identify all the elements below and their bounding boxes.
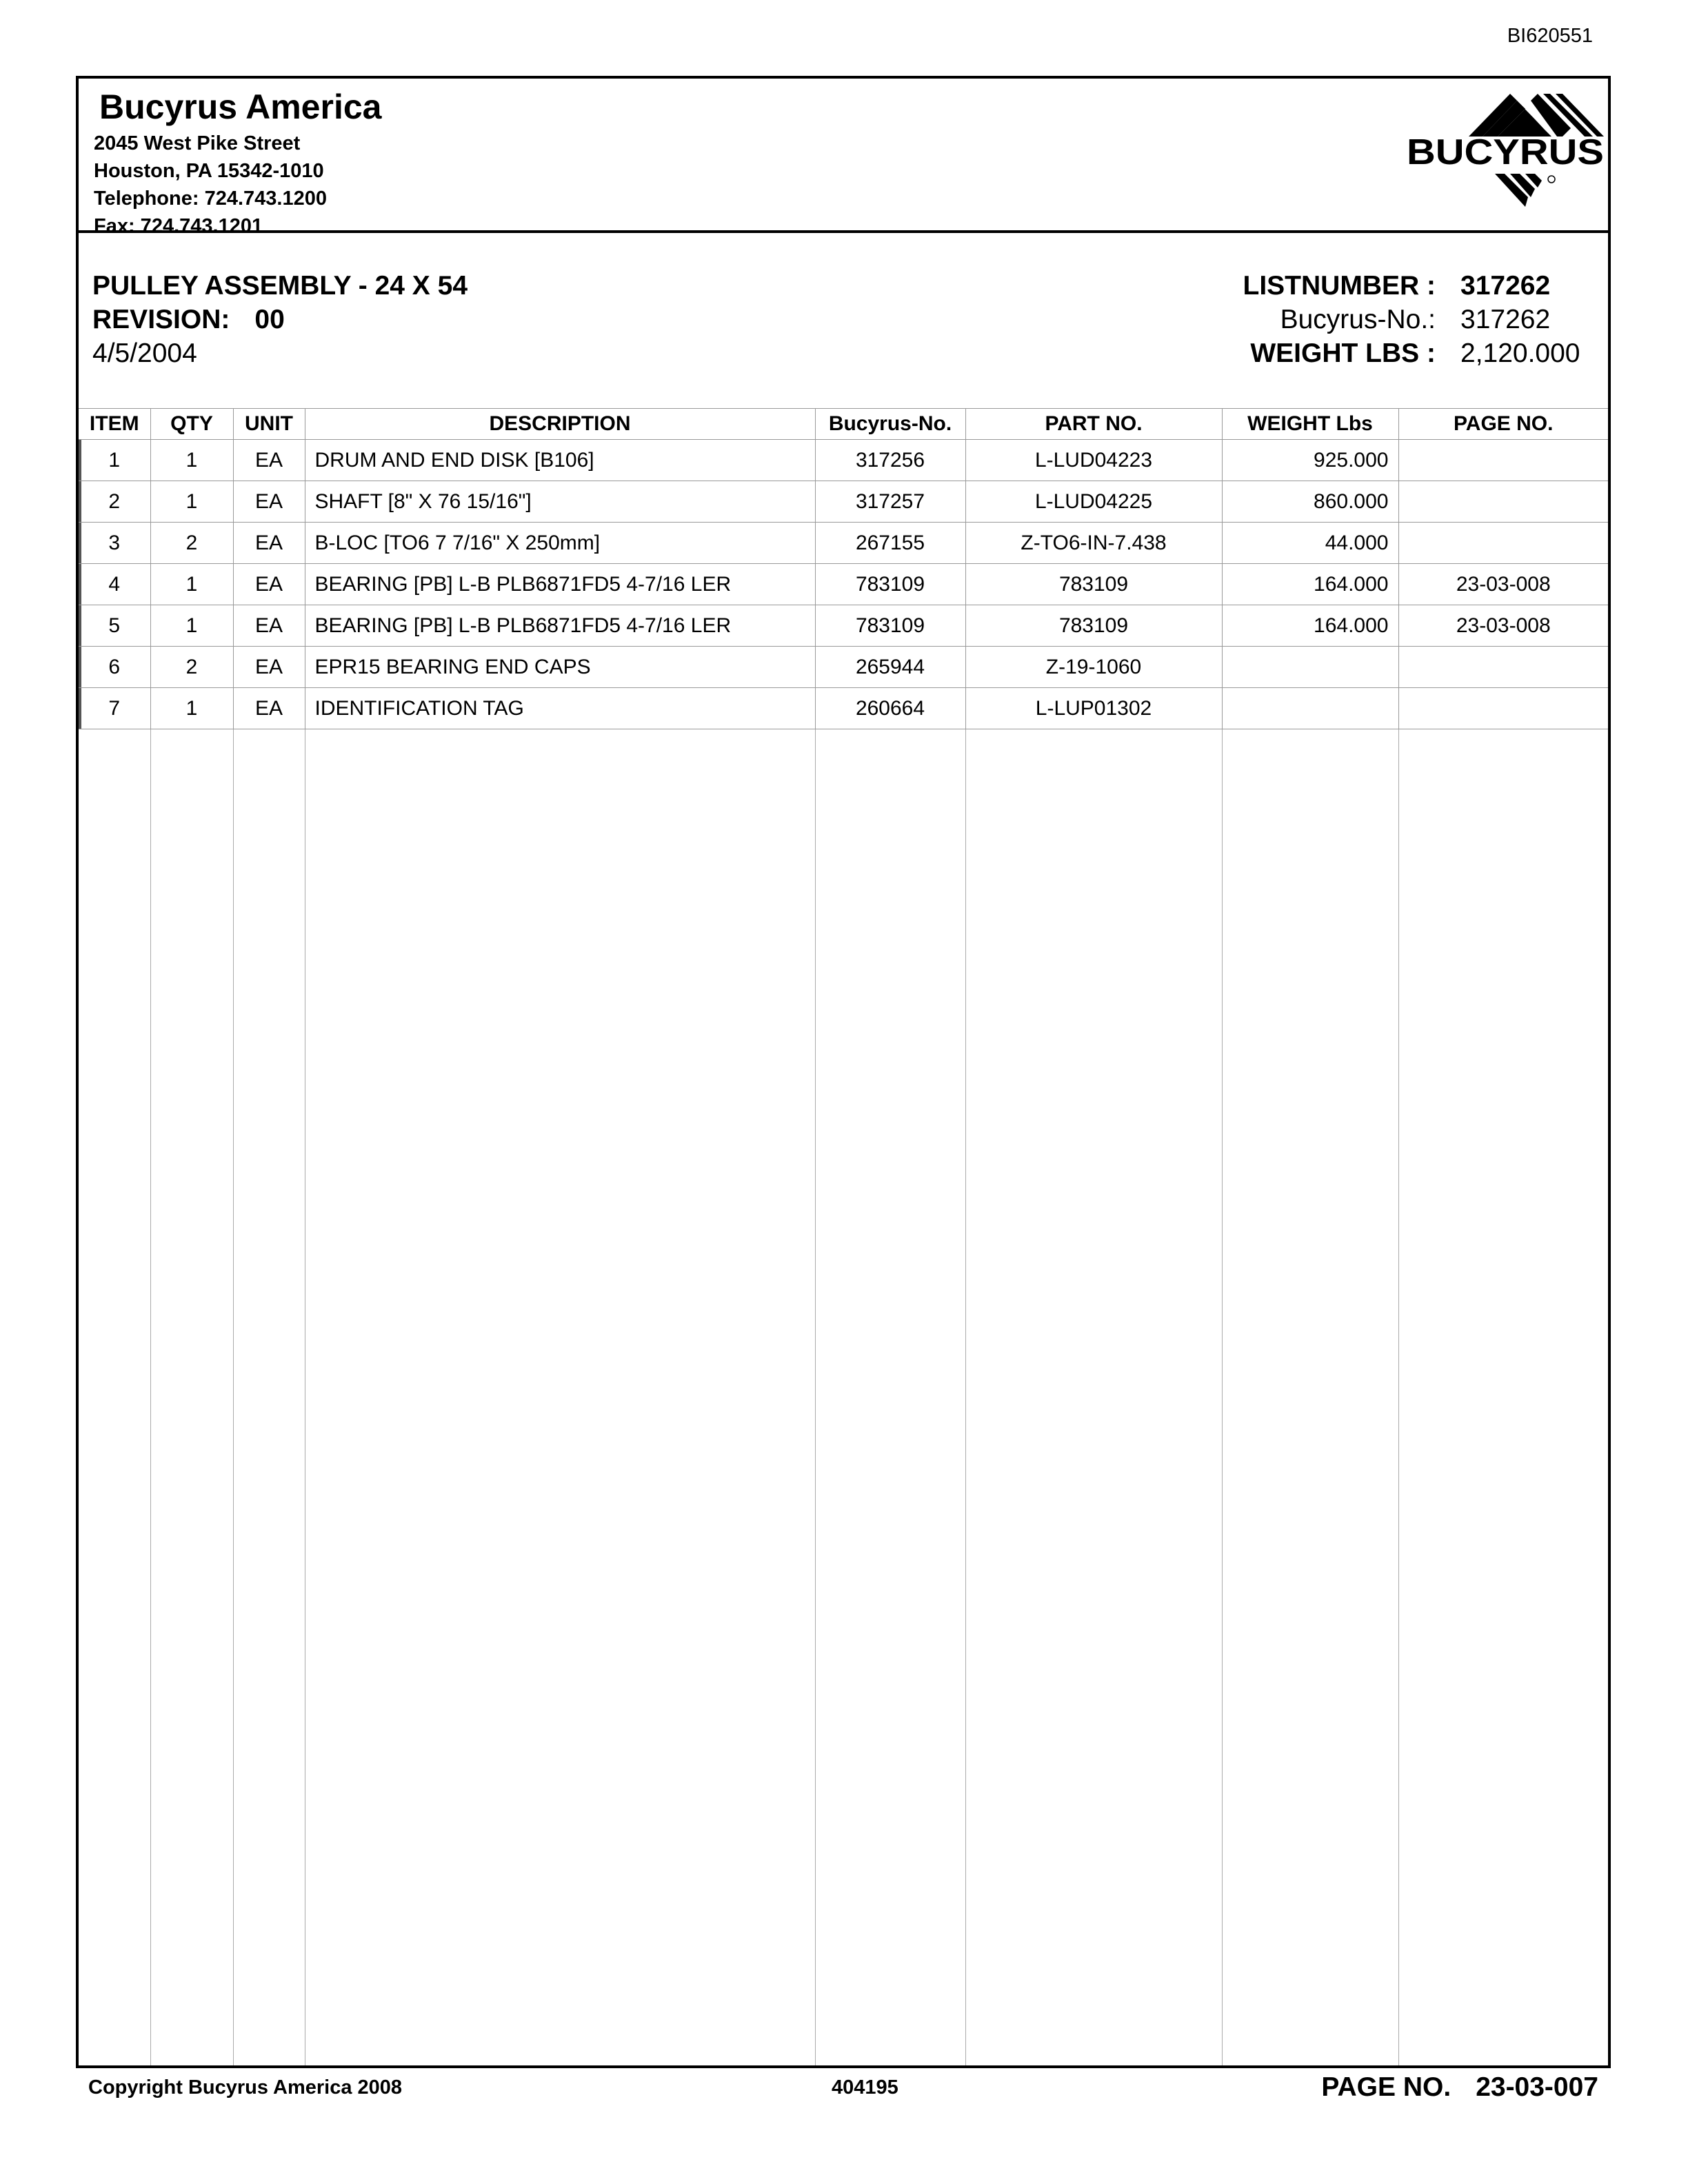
cell-bucyrus-no: 783109	[815, 605, 965, 647]
cell-qty: 2	[150, 647, 233, 688]
listnumber-value: 317262	[1460, 271, 1551, 301]
company-name: Bucyrus America	[99, 88, 382, 126]
cell-part-no: L-LUP01302	[965, 688, 1222, 729]
revision-line	[92, 303, 468, 336]
cell-part-no: Z-19-1060	[965, 647, 1222, 688]
cell-page-no	[1398, 647, 1608, 688]
company-block	[94, 84, 381, 240]
cell-item: 7	[79, 688, 150, 729]
header-divider	[79, 230, 1608, 233]
cell-bucyrus-no: 317256	[815, 440, 965, 481]
cell-weight	[1222, 647, 1398, 688]
revision-label: REVISION:	[92, 305, 230, 334]
header-unit: UNIT	[233, 409, 305, 440]
cell-unit: EA	[233, 688, 305, 729]
assembly-title-block	[92, 269, 468, 370]
cell-part-no: L-LUD04223	[965, 440, 1222, 481]
cell-item: 5	[79, 605, 150, 647]
cell-part-no: 783109	[965, 605, 1222, 647]
table-header-row	[79, 409, 1608, 440]
header-part-no: PART NO.	[965, 409, 1222, 440]
parts-table-wrap	[79, 408, 1608, 2065]
document-id: BI620551	[1507, 25, 1593, 47]
cell-qty: 1	[150, 564, 233, 605]
cell-bucyrus-no: 265944	[815, 647, 965, 688]
cell-page-no	[1398, 440, 1608, 481]
cell-qty: 1	[150, 605, 233, 647]
cell-qty: 1	[150, 440, 233, 481]
cell-bucyrus-no: 317257	[815, 481, 965, 523]
revision-value: 00	[254, 305, 285, 334]
copyright-text: Copyright Bucyrus America 2008	[88, 2076, 403, 2099]
cell-part-no: 783109	[965, 564, 1222, 605]
listnumber-label: LISTNUMBER :	[1243, 271, 1436, 301]
cell-unit: EA	[233, 564, 305, 605]
listnumber-row	[1243, 269, 1596, 303]
assembly-title: PULLEY ASSEMBLY - 24 X 54	[92, 271, 468, 301]
cell-page-no	[1398, 481, 1608, 523]
cell-qty: 1	[150, 481, 233, 523]
address-telephone: Telephone: 724.743.1200	[94, 188, 327, 210]
table-row	[79, 647, 1608, 688]
table-row	[79, 440, 1608, 481]
header-bucyrus-no: Bucyrus-No.	[815, 409, 965, 440]
cell-item: 1	[79, 440, 150, 481]
cell-part-no: L-LUD04225	[965, 481, 1222, 523]
cell-weight: 925.000	[1222, 440, 1398, 481]
cell-unit: EA	[233, 481, 305, 523]
header-page-no: PAGE NO.	[1398, 409, 1608, 440]
cell-item: 3	[79, 523, 150, 564]
cell-unit: EA	[233, 523, 305, 564]
header-weight: WEIGHT Lbs	[1222, 409, 1398, 440]
cell-item: 2	[79, 481, 150, 523]
address-city: Houston, PA 15342-1010	[94, 160, 324, 182]
bucyrus-logo	[1407, 94, 1604, 225]
cell-description: BEARING [PB] L-B PLB6871FD5 4-7/16 LER	[305, 605, 815, 647]
cell-weight: 164.000	[1222, 605, 1398, 647]
table-row	[79, 523, 1608, 564]
cell-bucyrus-no: 783109	[815, 564, 965, 605]
cell-unit: EA	[233, 605, 305, 647]
cell-item: 4	[79, 564, 150, 605]
assembly-date: 4/5/2004	[92, 338, 197, 368]
logo-text: BUCYRUS	[1407, 132, 1604, 172]
cell-weight	[1222, 688, 1398, 729]
assembly-info-block	[1243, 269, 1596, 370]
cell-page-no	[1398, 688, 1608, 729]
table-row	[79, 688, 1608, 729]
cell-page-no	[1398, 523, 1608, 564]
footer-code: 404195	[832, 2076, 898, 2099]
cell-page-no[interactable]: 23-03-008	[1398, 564, 1608, 605]
cell-part-no: Z-TO6-IN-7.438	[965, 523, 1222, 564]
bucyrus-no-label: Bucyrus-No.:	[1280, 305, 1436, 334]
cell-qty: 1	[150, 688, 233, 729]
page-number-value: 23-03-007	[1476, 2072, 1598, 2102]
cell-weight: 164.000	[1222, 564, 1398, 605]
cell-description: IDENTIFICATION TAG	[305, 688, 815, 729]
weight-row	[1243, 336, 1596, 370]
address-fax: Fax: 724.743.1201	[94, 215, 263, 237]
page-number-label: PAGE NO.	[1321, 2072, 1451, 2102]
cell-page-no[interactable]: 23-03-008	[1398, 605, 1608, 647]
address-street: 2045 West Pike Street	[94, 132, 301, 154]
document-frame	[76, 76, 1611, 2068]
page-footer	[76, 2071, 1611, 2112]
header-description: DESCRIPTION	[305, 409, 815, 440]
bucyrus-no-row	[1243, 303, 1596, 336]
parts-table	[79, 408, 1608, 729]
cell-description: DRUM AND END DISK [B106]	[305, 440, 815, 481]
page-number	[1321, 2072, 1598, 2103]
weight-value: 2,120.000	[1460, 338, 1580, 368]
cell-unit: EA	[233, 647, 305, 688]
table-row	[79, 564, 1608, 605]
cell-description: B-LOC [TO6 7 7/16" X 250mm]	[305, 523, 815, 564]
table-row	[79, 605, 1608, 647]
cell-qty: 2	[150, 523, 233, 564]
cell-description: EPR15 BEARING END CAPS	[305, 647, 815, 688]
cell-weight: 44.000	[1222, 523, 1398, 564]
cell-description: SHAFT [8" X 76 15/16"]	[305, 481, 815, 523]
cell-description: BEARING [PB] L-B PLB6871FD5 4-7/16 LER	[305, 564, 815, 605]
cell-item: 6	[79, 647, 150, 688]
header-item: ITEM	[79, 409, 150, 440]
cell-bucyrus-no: 260664	[815, 688, 965, 729]
table-row	[79, 481, 1608, 523]
cell-weight: 860.000	[1222, 481, 1398, 523]
header-qty: QTY	[150, 409, 233, 440]
bucyrus-no-value: 317262	[1460, 305, 1551, 334]
cell-bucyrus-no: 267155	[815, 523, 965, 564]
cell-unit: EA	[233, 440, 305, 481]
weight-label: WEIGHT LBS :	[1250, 338, 1436, 368]
